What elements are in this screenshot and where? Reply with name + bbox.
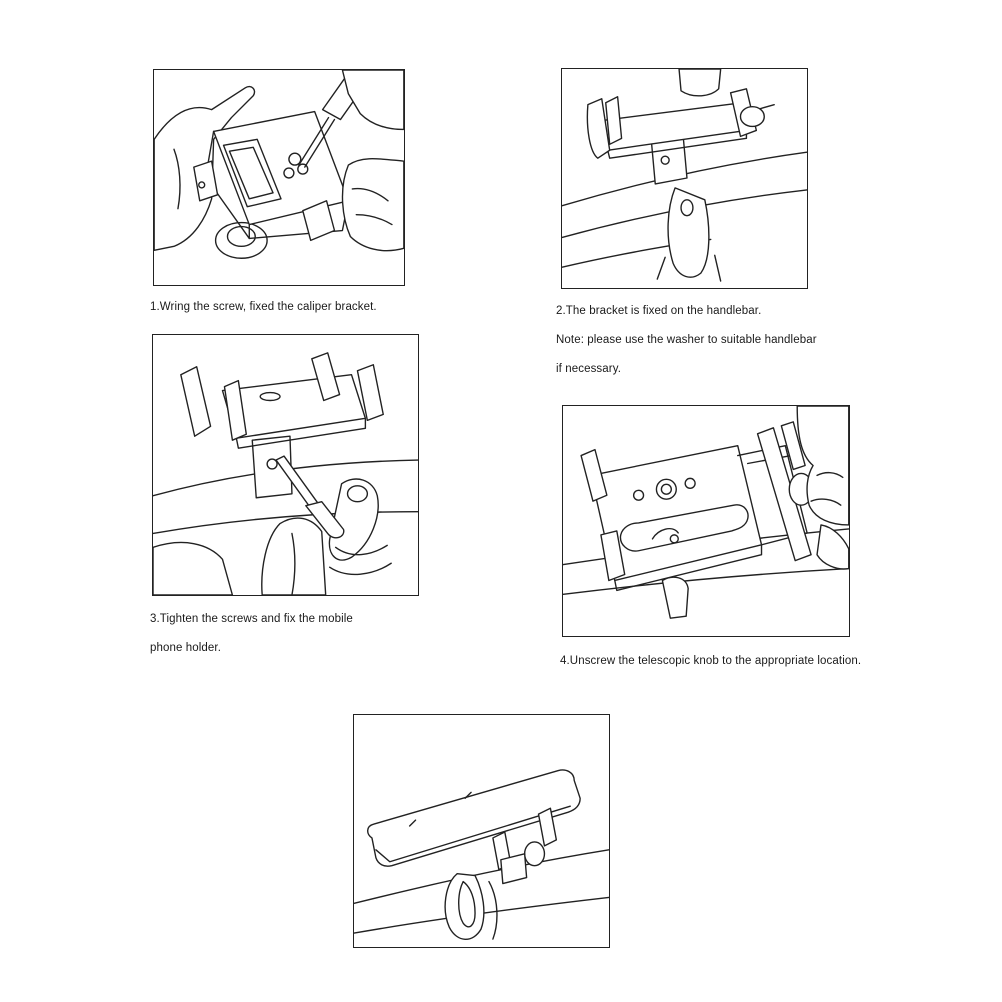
wrench-caliper-bracket-icon xyxy=(154,70,404,285)
handlebar-bracket-icon xyxy=(562,69,807,288)
step-4-caption xyxy=(560,647,861,676)
step-2-line-1: 2.The bracket is fixed on the handlebar. xyxy=(556,305,762,317)
phone-mounted-icon xyxy=(354,715,609,947)
step-3-illustration xyxy=(152,334,419,596)
tighten-screws-icon xyxy=(153,335,418,595)
step-1-text: 1.Wring the screw, fixed the caliper bracket. xyxy=(150,301,377,313)
telescopic-knob-icon xyxy=(563,406,849,636)
step-2-illustration xyxy=(561,68,808,289)
step-2-note-line-2: if necessary. xyxy=(556,363,621,375)
step-4-illustration xyxy=(562,405,850,637)
step-2-caption xyxy=(556,297,817,384)
step-3-caption xyxy=(150,605,353,663)
step-1-caption xyxy=(150,293,377,322)
step-2-note-line-1: Note: please use the washer to suitable handlebar xyxy=(556,334,817,346)
step-1-illustration xyxy=(153,69,405,286)
step-5-illustration xyxy=(353,714,610,948)
step-3-line-2: phone holder. xyxy=(150,642,222,654)
step-3-line-1: 3.Tighten the screws and fix the mobile xyxy=(150,613,353,625)
step-4-text: 4.Unscrew the telescopic knob to the appropriate location. xyxy=(560,655,862,667)
